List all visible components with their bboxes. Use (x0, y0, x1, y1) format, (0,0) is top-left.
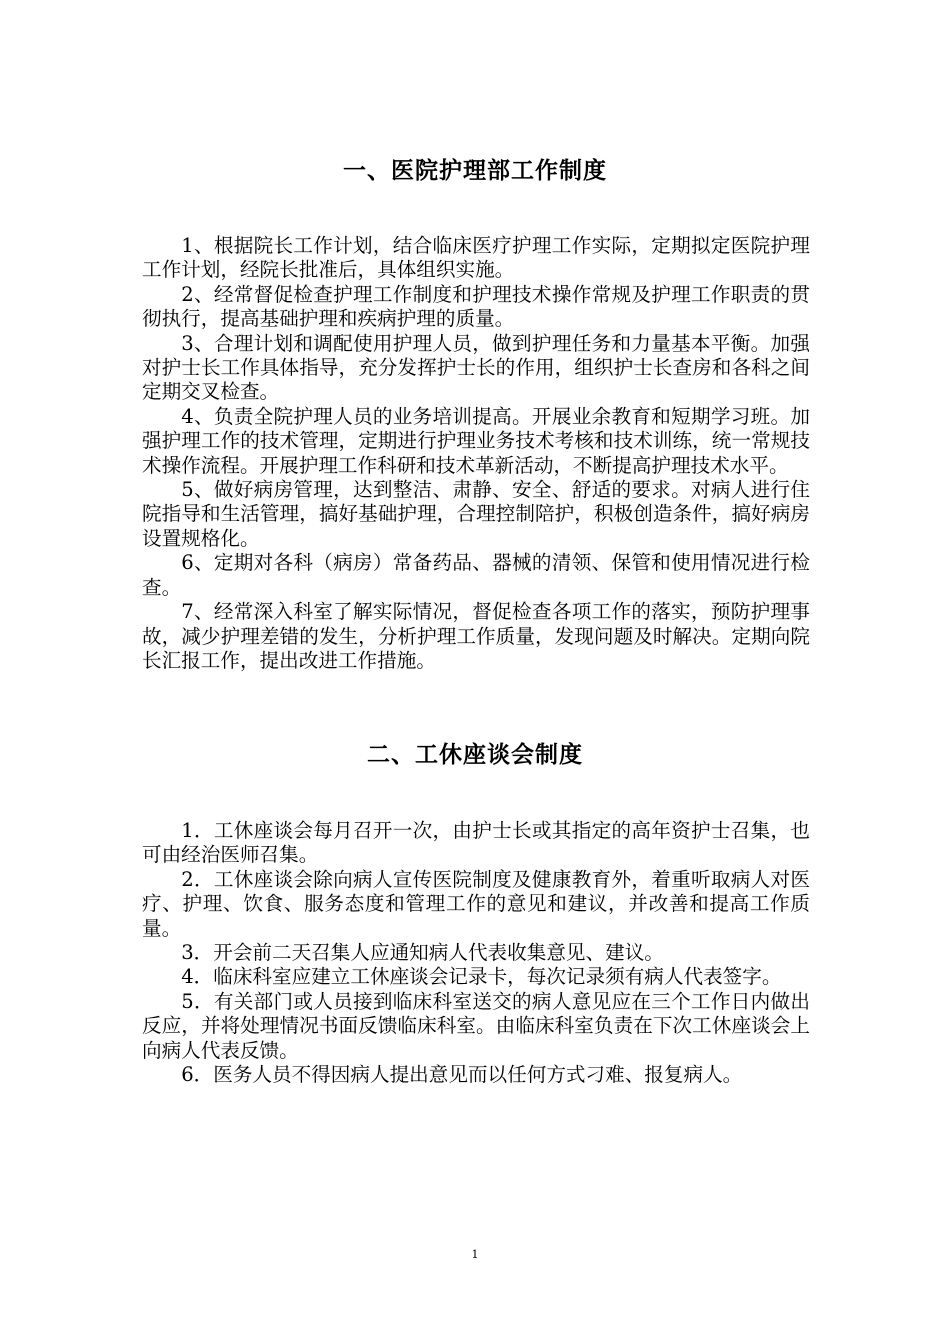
section-title-patient-meeting: 二、工休座谈会制度 (367, 742, 583, 768)
paragraph: 5、做好病房管理，达到整洁、肃静、安全、舒适的要求。对病人进行住院指导和生活管理，搞好基础护理，合理控制陪护，积极创造条件，搞好病房设置规格化。 (142, 478, 810, 550)
page-number: 1 (471, 1248, 479, 1261)
paragraph: 2．工休座谈会除向病人宣传医院制度及健康教育外，着重听取病人对医疗、护理、饮食、服务态度和管理工作的意见和建议，并改善和提高工作质量。 (142, 867, 810, 940)
paragraph: 2、经常督促检查护理工作制度和护理技术操作常规及护理工作职责的贯彻执行，提高基础护理和疾病护理的质量。 (142, 282, 810, 331)
paragraph: 4．临床科室应建立工休座谈会记录卡，每次记录须有病人代表签字。 (181, 965, 782, 989)
paragraph: 6、定期对各科（病房）常备药品、器械的清领、保管和使用情况进行检查。 (142, 551, 810, 599)
paragraph: 3．开会前二天召集人应通知病人代表收集意见、建议。 (181, 941, 664, 965)
section-title-nursing-department: 一、医院护理部工作制度 (343, 158, 607, 184)
paragraph: 1、根据院长工作计划，结合临床医疗护理工作实际，定期拟定医院护理工作计划，经院长批准后，具体组织实施。 (142, 234, 810, 282)
paragraph: 1．工休座谈会每月召开一次，由护士长或其指定的高年资护士召集，也可由经治医师召集。 (142, 819, 810, 867)
paragraph: 6．医务人员不得因病人提出意见而以任何方式刁难、报复病人。 (181, 1063, 743, 1087)
section-body-nursing-department (142, 234, 810, 673)
paragraph: 4、负责全院护理人员的业务培训提高。开展业余教育和短期学习班。加强护理工作的技术管理，定期进行护理业务技术考核和技术训练，统一常规技术操作流程。开展护理工作科研和技术革新活动，不断提高护理技术水平。 (142, 404, 810, 477)
paragraph: 7、经常深入科室了解实际情况，督促检查各项工作的落实，预防护理事故，减少护理差错的发生，分析护理工作质量，发现问题及时解决。定期向院长汇报工作，提出改进工作措施。 (142, 600, 810, 672)
section-body-patient-meeting (142, 819, 810, 1087)
paragraph: 5．有关部门或人员接到临床科室送交的病人意见应在三个工作日内做出反应，并将处理情况书面反馈临床科室。由临床科室负责在下次工休座谈会上向病人代表反馈。 (142, 989, 810, 1062)
paragraph: 3、合理计划和调配使用护理人员，做到护理任务和力量基本平衡。加强对护士长工作具体指导，充分发挥护士长的作用，组织护士长查房和各科之间定期交叉检查。 (142, 331, 810, 404)
